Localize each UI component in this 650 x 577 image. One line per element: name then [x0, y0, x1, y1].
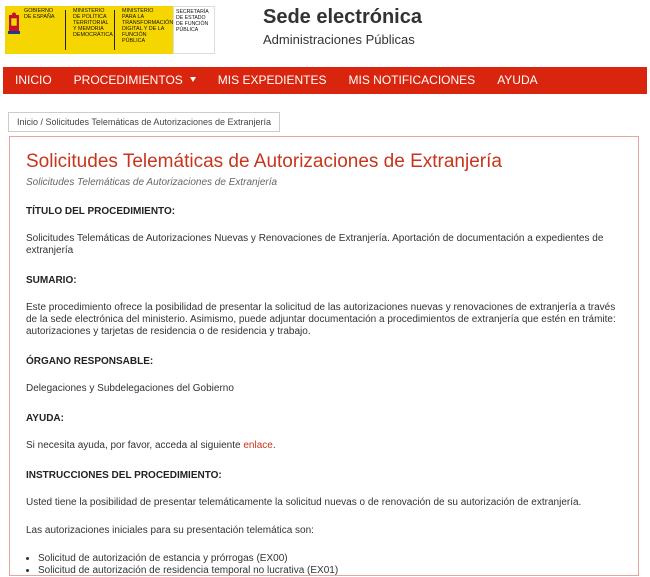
logo-secretaria-text: SECRETARÍA DE ESTADO DE FUNCIÓN PÚBLICA: [173, 6, 215, 54]
authorization-list: [26, 553, 622, 577]
nav-item-procedimientos[interactable]: [63, 67, 207, 94]
main-nav: [3, 67, 647, 94]
nav-item-mis-expedientes[interactable]: [207, 67, 338, 94]
logo-ministry2-text: MINISTERIO PARA LA TRANSFORMACIÓN DIGITAL Y DE LA FUNCIÓN PÚBLICA: [122, 8, 174, 44]
section-heading-organo: ÓRGANO RESPONSABLE:: [26, 356, 154, 367]
section-text-ayuda: [26, 440, 622, 452]
nav-label: PROCEDIMIENTOS: [73, 73, 183, 87]
logo-divider: [114, 10, 115, 50]
logo-yellow-band: [5, 6, 173, 54]
section-heading-instrucciones: INSTRUCCIONES DEL PROCEDIMIENTO:: [26, 470, 222, 481]
breadcrumb-home-link[interactable]: Inicio: [17, 117, 39, 127]
government-logo[interactable]: [5, 6, 215, 54]
breadcrumb-separator: /: [38, 117, 46, 127]
coat-of-arms-icon: [8, 12, 20, 36]
nav-label: MIS EXPEDIENTES: [217, 73, 327, 87]
list-item: • Solicitud de autorización de residencia temporal no lucrativa (EX01): [38, 565, 622, 577]
caret-down-icon: [190, 77, 196, 82]
breadcrumb-current: Solicitudes Telemáticas de Autorizaciones de Extranjería: [45, 117, 271, 127]
section-text-instrucciones-2: Las autorizaciones iniciales para su presentación telemática son:: [26, 525, 314, 536]
section-text-instrucciones-1: Usted tiene la posibilidad de presentar telemáticamente la solicitud nuevas o de renovación de su autorización de extranjería.: [26, 497, 582, 508]
site-title[interactable]: Sede electrónica: [263, 6, 422, 28]
nav-label: INICIO: [15, 73, 52, 87]
breadcrumb: [8, 112, 280, 132]
nav-item-inicio[interactable]: [3, 67, 63, 94]
logo-divider: [65, 10, 66, 50]
page-subtitle: Solicitudes Telemáticas de Autorizaciones de Extranjería: [26, 177, 278, 188]
section-text-organo: Delegaciones y Subdelegaciones del Gobierno: [26, 383, 234, 394]
section-heading-sumario: SUMARIO:: [26, 275, 77, 286]
nav-item-ayuda[interactable]: [486, 67, 548, 94]
section-text-sumario: Este procedimiento ofrece la posibilidad de presentar la solicitud de las autorizaciones nuevas y renovaciones de extranjería a través de la sede electrónica del ministerio. Asimismo, puede adjuntar documentación a procedimientos de extranjería que estén en trámite: autorizaciones y tarjetas de residencia o de residencia y trabajo.: [26, 302, 616, 337]
ayuda-end: .: [272, 440, 276, 451]
logo-gov-text: GOBIERNO DE ESPAÑA: [24, 8, 55, 20]
ayuda-text: Si necesita ayuda, por favor, acceda al siguiente: [26, 440, 244, 451]
nav-label: MIS NOTIFICACIONES: [348, 73, 476, 87]
section-text-titulo: Solicitudes Telemáticas de Autorizaciones Nuevas y Renovaciones de Extranjería. Aportación de documentación a expedientes de extranjería: [26, 233, 604, 256]
list-item: • Solicitud de autorización de estancia y prórrogas (EX00): [38, 553, 622, 565]
procedure-content: [9, 136, 639, 576]
logo-ministry-text: MINISTERIO DE POLÍTICA TERRITORIAL Y MEMORIA DEMOCRÁTICA: [73, 8, 113, 38]
nav-label: AYUDA: [497, 73, 538, 87]
section-heading-titulo: TÍTULO DEL PROCEDIMIENTO:: [26, 206, 176, 217]
page-title: Solicitudes Telemáticas de Autorizaciones de Extranjería: [26, 151, 502, 172]
nav-item-mis-notificaciones[interactable]: [338, 67, 487, 94]
site-subtitle: Administraciones Públicas: [263, 32, 415, 47]
help-link[interactable]: enlace: [243, 440, 273, 451]
site-header: [0, 0, 650, 64]
section-heading-ayuda: AYUDA:: [26, 413, 64, 424]
